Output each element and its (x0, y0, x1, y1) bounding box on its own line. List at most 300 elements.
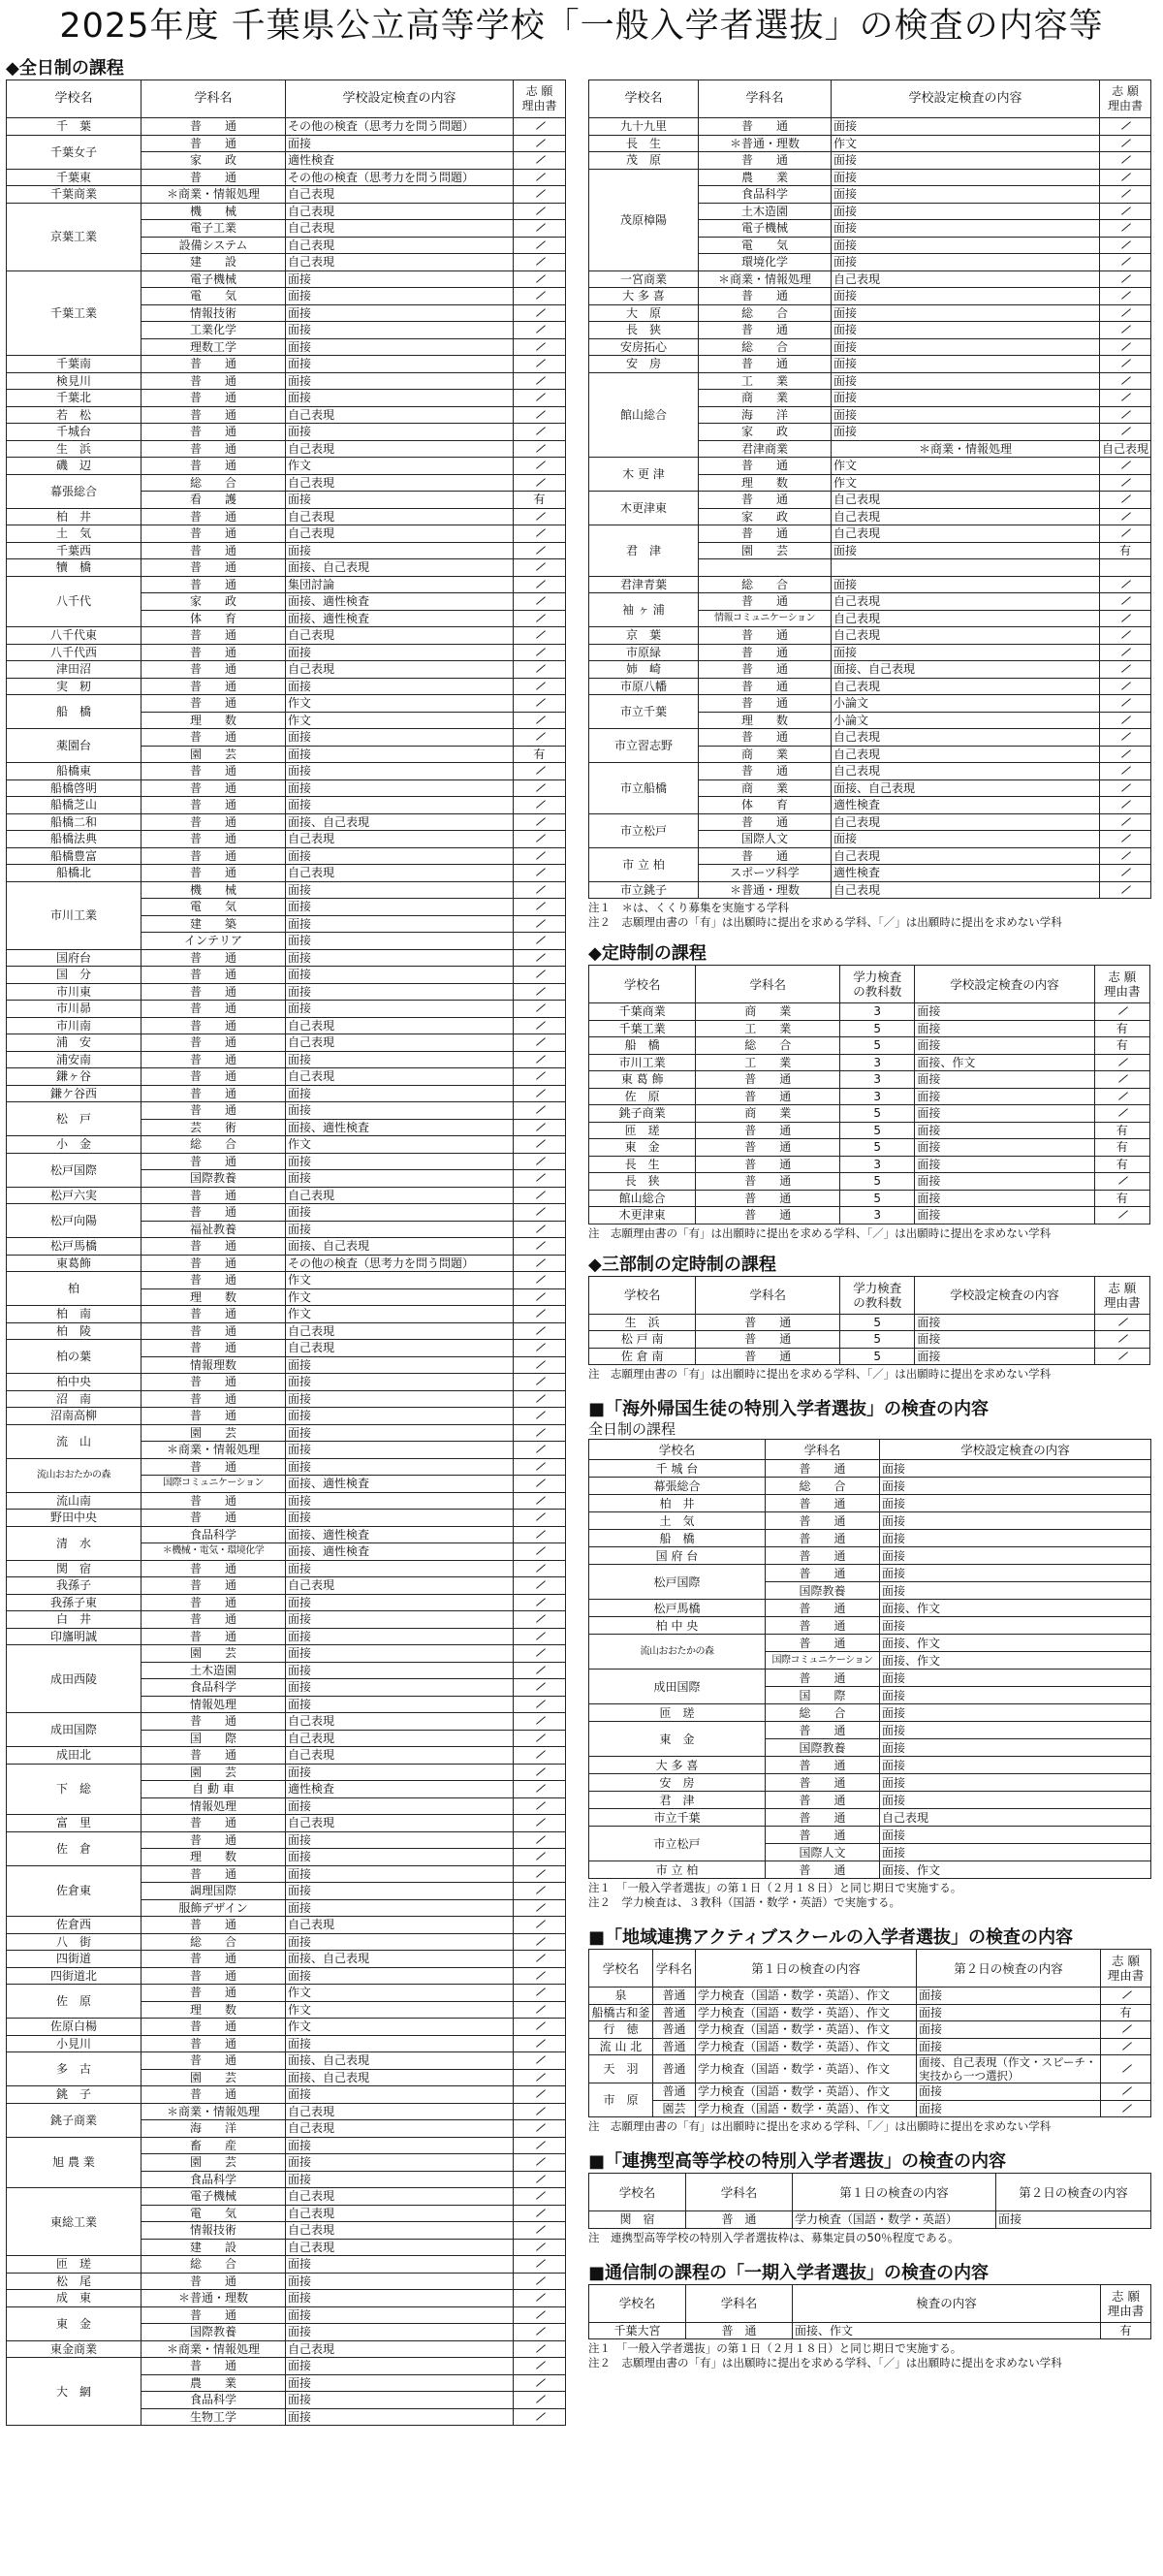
course-cell: 普 通 (141, 695, 286, 713)
course-cell: 園 芸 (141, 1645, 286, 1663)
table-row (589, 1088, 1150, 1105)
course-cell: 普 通 (141, 847, 286, 865)
reason-cell (514, 1577, 566, 1595)
exam-cell: 面接、適性検査 (286, 593, 514, 611)
slash-mark-icon (534, 1325, 546, 1335)
table-row (7, 1645, 566, 1663)
table-row (7, 2188, 566, 2206)
exam-cell: 面接 (880, 1530, 1151, 1547)
reason-cell (514, 237, 566, 254)
reason-cell (1100, 797, 1151, 814)
school-cell: 柏 井 (589, 1495, 766, 1512)
table-row (589, 1122, 1150, 1139)
slash-mark-icon (534, 986, 546, 996)
slash-mark-icon (534, 1766, 546, 1776)
exam-cell: 自己表現 (286, 254, 514, 271)
reason-cell: 有 (514, 746, 566, 763)
table-row (7, 1594, 566, 1611)
school-cell: 君津商業 (699, 440, 832, 458)
slash-mark-icon (534, 1036, 546, 1046)
slash-mark-icon (1119, 138, 1131, 147)
table-row (7, 729, 566, 747)
table-row (7, 1306, 566, 1323)
exam-cell: 自己表現 (832, 763, 1100, 780)
exam-cell: 面接 (832, 322, 1100, 339)
course-cell: 普 通 (141, 763, 286, 780)
reason-cell (514, 1204, 566, 1222)
slash-mark-icon (1119, 765, 1131, 775)
reason-cell (1101, 2055, 1151, 2083)
tsushin-table (588, 2284, 1151, 2340)
course-cell: 服飾デザイン (141, 1899, 286, 1917)
chiiki-table (588, 1949, 1151, 2117)
table-row (589, 356, 1151, 373)
table-row (7, 1577, 566, 1595)
school-cell: 市原緑 (589, 644, 699, 661)
course-cell: 国際教養 (766, 1739, 880, 1757)
slash-mark-icon (534, 833, 546, 843)
exam-cell: 作文 (832, 474, 1100, 492)
reason-cell (1100, 152, 1151, 170)
exam-cell: 面接 (286, 2137, 514, 2154)
course-cell: ＊商業・情報処理 (141, 186, 286, 204)
reason-cell (1100, 559, 1151, 577)
reason-cell (514, 1764, 566, 1781)
course-cell: ＊商業・情報処理 (832, 440, 1100, 458)
slash-mark-icon (1119, 782, 1131, 792)
slash-mark-icon (534, 1783, 546, 1793)
school-cell: 成田国際 (7, 1713, 141, 1747)
school-cell: 白 井 (7, 1611, 141, 1629)
school-cell: 君 津 (589, 1792, 766, 1809)
school-cell: 流 山 北 (589, 2038, 653, 2055)
school-cell: 流 山 (7, 1424, 141, 1458)
exam-cell: 面接、作文 (915, 1054, 1094, 1071)
exam-cell: 自己表現 (880, 1809, 1151, 1827)
reason-cell (1100, 712, 1151, 729)
course-cell: 普 通 (141, 118, 286, 136)
slash-mark-icon (534, 1936, 546, 1946)
reason-cell (514, 1238, 566, 1256)
slash-mark-icon (534, 545, 546, 555)
exam-cell: 面接 (286, 983, 514, 1001)
course-cell: 普 通 (141, 169, 286, 186)
slash-mark-icon (534, 2275, 546, 2285)
reason-cell (514, 1967, 566, 1985)
table-row (589, 1460, 1151, 1478)
course-cell: 普 通 (699, 593, 832, 611)
sanbu-table (588, 1276, 1150, 1366)
exam-cell: 自己表現 (286, 831, 514, 848)
reason-cell (1100, 406, 1151, 424)
slash-mark-icon (534, 2072, 546, 2082)
course-cell: ＊普通・理数 (699, 135, 832, 152)
course-cell: 普 通 (141, 576, 286, 593)
school-cell: 関 宿 (7, 1560, 141, 1577)
reason-cell (1094, 1105, 1149, 1123)
table-row (7, 2035, 566, 2052)
reason-cell (1094, 1314, 1149, 1331)
school-cell: 船橋豊富 (7, 847, 141, 865)
exam-cell: 面接 (286, 1102, 514, 1120)
course-cell: 普 通 (141, 644, 286, 661)
slash-mark-icon (1119, 884, 1131, 894)
header-school: 学校名 (589, 2174, 686, 2211)
header-exam: 学校設定検査の内容 (915, 1276, 1094, 1314)
course-cell: 食品科学 (141, 2392, 286, 2409)
course-cell: 普 通 (766, 1547, 880, 1565)
reason-cell (514, 1730, 566, 1747)
reason-cell (514, 2035, 566, 2052)
header-course: 学科名 (686, 2284, 793, 2322)
school-cell: 長 狭 (589, 1173, 696, 1191)
slash-mark-icon (534, 850, 546, 860)
school-cell: 安 房 (589, 356, 699, 373)
school-cell: 銚子商業 (589, 1105, 696, 1123)
slash-mark-icon (534, 1478, 546, 1487)
course-cell: 普 通 (699, 695, 832, 713)
course-cell: 普 通 (141, 1272, 286, 1289)
slash-mark-icon (534, 426, 546, 435)
reason-cell (1094, 1003, 1149, 1021)
exam-cell: 面接 (286, 390, 514, 407)
slash-mark-icon (1116, 1091, 1128, 1100)
slash-mark-icon (534, 1987, 546, 1996)
day2-cell: 面接 (917, 2021, 1101, 2039)
exam-cell: 面接 (286, 1662, 514, 1679)
reason-cell (1100, 270, 1151, 288)
table-row (7, 406, 566, 424)
exam-cell: 面接 (286, 288, 514, 305)
exam-cell: 面接 (915, 1207, 1094, 1224)
reason-cell (514, 1815, 566, 1832)
exam-cell: 面接 (832, 576, 1100, 593)
slash-mark-icon (1116, 1057, 1128, 1066)
slash-mark-icon (534, 782, 546, 792)
header-reason: 志 願 理由書 (1101, 2284, 1151, 2322)
table-row (7, 1390, 566, 1408)
course-cell: 普 通 (141, 542, 286, 559)
course-cell: 普 通 (141, 1560, 286, 1577)
school-cell: 船 橋 (589, 1530, 766, 1547)
course-cell: 土木造園 (699, 203, 832, 220)
slash-mark-icon (534, 2190, 546, 2200)
exam-cell: 適性検査 (832, 797, 1100, 814)
exam-cell: 面接 (286, 1390, 514, 1408)
school-cell: 八千代 (7, 576, 141, 627)
table-row (589, 458, 1151, 475)
course-cell: 普 通 (766, 1565, 880, 1582)
slash-mark-icon (534, 561, 546, 571)
header-course: 学科名 (699, 80, 832, 118)
reason-cell (1100, 186, 1151, 204)
table-row (589, 1020, 1150, 1037)
day1-cell: 学力検査（国語・数学・英語）、作文 (696, 2038, 917, 2055)
slash-mark-icon (534, 2224, 546, 2234)
table-row (589, 1139, 1150, 1157)
subjects-cell: 3 (840, 1054, 915, 1071)
reason-cell (1100, 237, 1151, 254)
reason-cell (514, 1797, 566, 1815)
school-cell: 若 松 (7, 406, 141, 424)
slash-mark-icon (534, 460, 546, 469)
slash-mark-icon (534, 1511, 546, 1521)
exam-cell: 面接 (286, 2392, 514, 2409)
table-row (589, 1861, 1151, 1879)
course-cell: 普 通 (141, 1967, 286, 1985)
course-cell: 情報技術 (141, 2222, 286, 2240)
slash-mark-icon (534, 273, 546, 283)
reason-cell (514, 627, 566, 645)
slash-mark-icon (534, 1410, 546, 1419)
reason-cell (514, 729, 566, 747)
exam-cell: 面接 (915, 1105, 1094, 1123)
reason-cell (1100, 678, 1151, 695)
school-cell: 東 金 (589, 1722, 766, 1757)
teiji-note: 注 志願理由書の「有」は出願時に提出を求める学科、「／」は出願時に提出を求めない学科 (588, 1225, 1052, 1240)
slash-mark-icon (534, 392, 546, 401)
reason-cell (514, 1849, 566, 1866)
header-reason: 志 願 理由書 (1094, 1276, 1149, 1314)
exam-cell: 面接 (286, 1831, 514, 1849)
exam-cell: 面接 (286, 2256, 514, 2274)
exam-cell: 自己表現 (286, 1917, 514, 1934)
course-cell: 普 通 (141, 1747, 286, 1765)
course-cell: 国 際 (141, 1730, 286, 1747)
slash-mark-icon (1119, 731, 1131, 741)
school-cell: 清 水 (7, 1526, 141, 1560)
exam-cell: 自己表現 (286, 1034, 514, 1052)
reason-cell (514, 270, 566, 288)
exam-cell: 面接 (880, 1565, 1151, 1582)
table-row (589, 576, 1151, 593)
school-cell: 鎌ヶ谷 (7, 1068, 141, 1086)
table-row (7, 1085, 566, 1102)
reason-cell (514, 1662, 566, 1679)
course-cell: 普 通 (699, 763, 832, 780)
school-cell: 柏の葉 (7, 1340, 141, 1374)
school-cell: 我孫子東 (7, 1594, 141, 1611)
reason-cell (1100, 627, 1151, 645)
slash-mark-icon (534, 2122, 546, 2132)
reason-cell (1094, 1173, 1149, 1191)
course-cell: 普 通 (141, 1815, 286, 1832)
slash-mark-icon (534, 511, 546, 521)
course-cell: 普 通 (141, 559, 286, 577)
reason-cell (514, 1374, 566, 1391)
slash-mark-icon (534, 324, 546, 334)
reason-cell (514, 1985, 566, 2002)
slash-mark-icon (534, 1427, 546, 1437)
school-cell: 八 街 (7, 1933, 141, 1951)
reason-cell (1100, 729, 1151, 747)
school-cell: 市立松戸 (589, 813, 699, 847)
exam-cell: 作文 (286, 695, 514, 713)
exam-cell: 自己表現 (832, 627, 1100, 645)
table-row (589, 2038, 1151, 2055)
school-cell: 市川昴 (7, 1001, 141, 1018)
table-row (589, 1617, 1151, 1635)
slash-mark-icon (534, 1444, 546, 1453)
table-row (589, 169, 1151, 186)
school-cell: 東葛飾 (7, 1255, 141, 1272)
slash-mark-icon (534, 2292, 546, 2302)
course-cell: 普 通 (699, 661, 832, 679)
school-cell: 市川工業 (589, 1054, 696, 1071)
tsushin-note-1: 注１ 「一般入学者選抜」の第１日（２月１８日）と同じ期日で実施する。 (588, 2341, 962, 2355)
slash-mark-icon (534, 2004, 546, 2014)
table-row (589, 372, 1151, 390)
table-row (589, 1809, 1151, 1827)
exam-cell: 自己表現 (832, 525, 1100, 543)
table-row (589, 847, 1151, 865)
school-cell: 国 分 (7, 967, 141, 984)
header-school: 学校名 (589, 1276, 696, 1314)
slash-mark-icon (534, 1291, 546, 1301)
exam-cell: 面接 (286, 372, 514, 390)
sanbu-note: 注 志願理由書の「有」は出願時に提出を求める学科、「／」は出願時に提出を求めない学科 (588, 1367, 1052, 1381)
school-cell: 千葉北 (7, 390, 141, 407)
exam-cell: 面接 (286, 2171, 514, 2188)
course-cell: 普 通 (141, 1917, 286, 1934)
course-cell: 普 通 (141, 729, 286, 747)
slash-mark-icon (534, 2020, 546, 2030)
reason-cell (514, 797, 566, 814)
reason-cell (1100, 288, 1151, 305)
school-cell: 千城台 (7, 424, 141, 441)
reason-cell (514, 2086, 566, 2104)
reason-cell (1100, 338, 1151, 356)
slash-mark-icon (534, 1579, 546, 1589)
table-row (7, 1238, 566, 1256)
table-row (589, 1565, 1151, 1582)
exam-cell: 面接 (286, 678, 514, 695)
exam-cell: 自己表現 (1100, 440, 1151, 458)
day1-cell: 学力検査（国語・数学・英語）、作文 (696, 2055, 917, 2083)
school-cell: 船 橋 (7, 695, 141, 729)
slash-mark-icon (1119, 681, 1131, 690)
exam-cell: 面接 (286, 1170, 514, 1188)
table-row (7, 1102, 566, 1120)
slash-mark-icon (534, 2394, 546, 2403)
course-cell: 普 通 (141, 678, 286, 695)
reason-cell (514, 440, 566, 458)
table-row (589, 1600, 1151, 1617)
slash-mark-icon (534, 443, 546, 453)
reason-cell (514, 881, 566, 899)
exam-cell: 面接 (832, 542, 1100, 559)
exam-cell: 自己表現 (286, 627, 514, 645)
header-course: 学科名 (653, 1950, 696, 1988)
table-row (589, 118, 1151, 136)
exam-cell: 自己表現 (286, 508, 514, 525)
course-cell: 電 気 (141, 899, 286, 916)
reason-cell (514, 2324, 566, 2341)
course-cell: 普 通 (141, 2306, 286, 2324)
school-cell: 関 宿 (589, 2211, 686, 2229)
course-cell: 普 通 (141, 1001, 286, 1018)
table-row (589, 813, 1151, 831)
reason-cell (514, 1628, 566, 1645)
course-cell: インテリア (141, 933, 286, 950)
exam-cell: 面接 (832, 186, 1100, 204)
course-cell: 普 通 (696, 1331, 840, 1349)
reason-cell (514, 203, 566, 220)
day1-cell: 学力検査（国語・数学・英語） (793, 2211, 996, 2229)
slash-mark-icon (534, 2377, 546, 2387)
table-row (7, 2019, 566, 2036)
reason-cell (514, 390, 566, 407)
reason-cell (514, 2103, 566, 2120)
reason-cell (514, 1526, 566, 1543)
reason-cell (514, 933, 566, 950)
course-cell: 総 合 (141, 2256, 286, 2274)
slash-mark-icon (534, 527, 546, 537)
table-row (7, 1322, 566, 1340)
exam-cell: 面接 (880, 1757, 1151, 1774)
course-cell: 総 合 (141, 1933, 286, 1951)
reason-cell (514, 288, 566, 305)
reason-cell (514, 1085, 566, 1102)
exam-cell: 面接 (286, 1865, 514, 1883)
school-cell: 大 多 喜 (589, 288, 699, 305)
slash-mark-icon (534, 1613, 546, 1623)
reason-cell (514, 1119, 566, 1136)
course-cell: 普 通 (696, 1190, 840, 1207)
school-cell: 茂 原 (589, 152, 699, 170)
exam-cell: 面接 (286, 1645, 514, 1663)
exam-cell: 面接 (880, 1478, 1151, 1495)
reason-cell (514, 1153, 566, 1170)
table-row (7, 440, 566, 458)
slash-mark-icon (534, 1851, 546, 1860)
slash-mark-icon (1119, 663, 1131, 673)
school-cell: 船橋芝山 (7, 797, 141, 814)
table-row (7, 1764, 566, 1781)
exam-cell: 面接 (286, 1153, 514, 1170)
slash-mark-icon (534, 1257, 546, 1267)
course-cell: 普 通 (141, 1102, 286, 1120)
course-cell: 電子工業 (141, 220, 286, 238)
reason-cell (1100, 610, 1151, 627)
course-cell: 園 芸 (699, 542, 832, 559)
table-row (7, 356, 566, 373)
school-cell: 松戸六実 (7, 1187, 141, 1204)
reason-cell (514, 406, 566, 424)
school-cell: 千 城 台 (589, 1460, 766, 1478)
reason-cell (514, 1917, 566, 1934)
course-cell: 普 通 (766, 1722, 880, 1739)
reason-cell (514, 1933, 566, 1951)
reason-cell (514, 1781, 566, 1798)
subjects-cell: 3 (840, 1207, 915, 1224)
table-row (589, 1173, 1150, 1191)
school-cell: 東 金 (7, 2306, 141, 2340)
course-cell: 看 護 (141, 492, 286, 509)
exam-cell: その他の検査（思考力を問う問題） (286, 118, 514, 136)
table-row (7, 661, 566, 679)
header-subjects: 学力検査 の教科数 (840, 1276, 915, 1314)
school-cell: 成田国際 (589, 1670, 766, 1704)
course-cell: 情報技術 (141, 304, 286, 322)
table-row (7, 508, 566, 525)
slash-mark-icon (534, 188, 546, 198)
course-cell: 国際コミュニケーション (141, 1476, 286, 1493)
reason-cell (514, 1102, 566, 1120)
school-cell: 東金商業 (7, 2340, 141, 2358)
school-cell: 浦 安 (7, 1034, 141, 1052)
course-cell: 普 通 (141, 1594, 286, 1611)
